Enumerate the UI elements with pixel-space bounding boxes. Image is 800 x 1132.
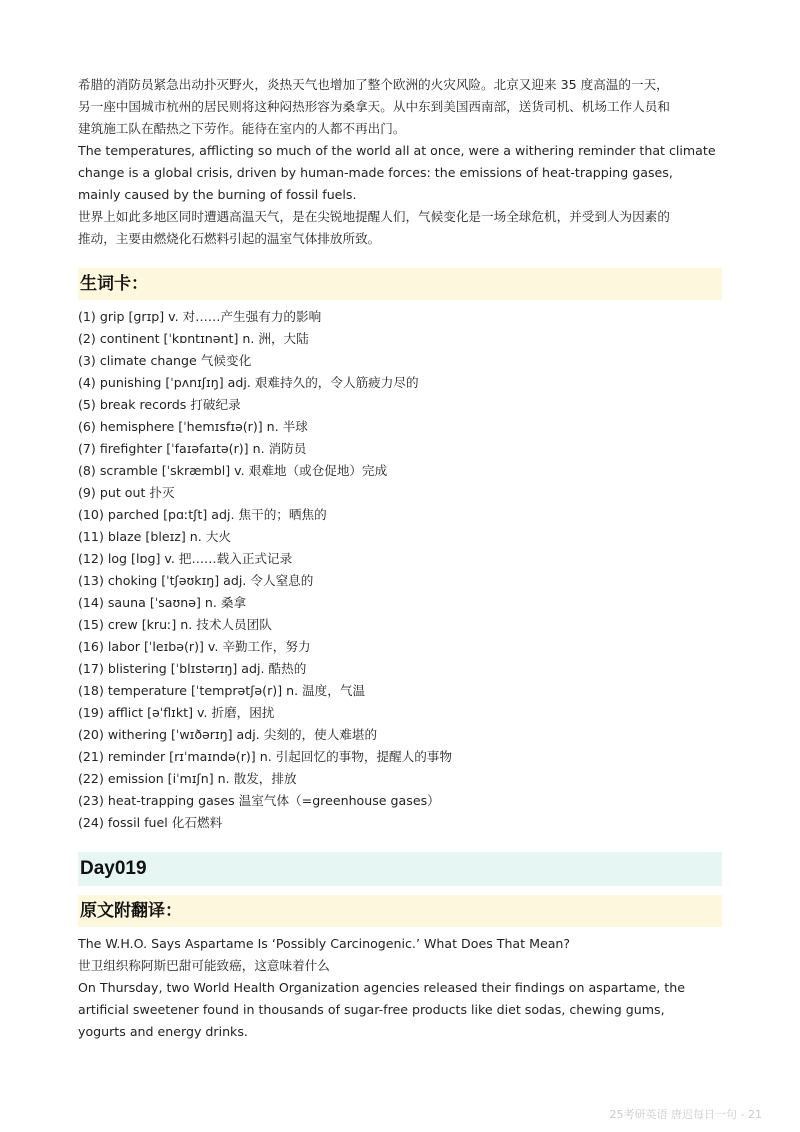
text-line: change is a global crisis, driven by human-made forces: the emissions of heat-trapping gases, [78,165,673,180]
article-title-en [78,933,722,955]
vocab-item: (11) blaze [bleɪz] n. 大火 [78,529,231,544]
text-line: 世卫组织称阿斯巴甜可能致癌，这意味着什么 [78,958,330,973]
vocab-item: (18) temperature [ˈtemprətʃə(r)] n. 温度，气温 [78,683,366,698]
paragraph-zh-2 [78,206,722,250]
text-line: The W.H.O. Says Aspartame Is ‘Possibly Carcinogenic.’ What Does That Mean? [78,936,571,951]
vocab-heading: 生词卡： [78,268,722,300]
vocab-list [78,306,722,834]
document-page [78,74,722,1043]
vocab-item: (5) break records 打破纪录 [78,397,241,412]
article-body [78,977,722,1043]
vocab-item: (3) climate change 气候变化 [78,353,252,368]
vocab-item: (22) emission [iˈmɪʃn] n. 散发，排放 [78,771,297,786]
text-line: mainly caused by the burning of fossil fuels. [78,187,357,202]
vocab-item: (19) afflict [əˈflɪkt] v. 折磨，困扰 [78,705,275,720]
text-line: 建筑施工队在酷热之下劳作。能待在室内的人都不再出门。 [78,121,406,136]
vocab-item: (20) withering [ˈwɪðərɪŋ] adj. 尖刻的，使人难堪的 [78,727,378,742]
vocab-item: (12) log [lɒɡ] v. 把……载入正式记录 [78,551,293,566]
vocab-item: (6) hemisphere [ˈhemɪsfɪə(r)] n. 半球 [78,419,308,434]
vocab-item: (4) punishing [ˈpʌnɪʃɪŋ] adj. 艰难持久的，令人筋疲力尽的 [78,375,419,390]
vocab-item: (1) grip [ɡrɪp] v. 对……产生强有力的影响 [78,309,322,324]
page-footer: 25考研英语 唐迟每日一句 - 21 [609,1108,762,1121]
original-text-heading: 原文附翻译： [78,895,722,927]
intro-text [78,74,722,250]
text-line: 希腊的消防员紧急出动扑灭野火，炎热天气也增加了整个欧洲的火灾风险。北京又迎来 35 度高温的一天， [78,77,669,92]
article [78,933,722,1043]
vocab-item: (8) scramble [ˈskræmbl] v. 艰难地（或仓促地）完成 [78,463,388,478]
day-heading: Day019 [78,852,722,886]
vocab-item: (24) fossil fuel 化石燃料 [78,815,223,830]
vocab-item: (16) labor [ˈleɪbə(r)] v. 辛勤工作，努力 [78,639,311,654]
text-line: artificial sweetener found in thousands of sugar-free products like diet sodas, chewing gums, [78,1002,665,1017]
text-line: yogurts and energy drinks. [78,1024,248,1039]
vocab-item: (21) reminder [rɪˈmaɪndə(r)] n. 引起回忆的事物，提醒人的事物 [78,749,453,764]
vocab-item: (10) parched [pɑːtʃt] adj. 焦干的；晒焦的 [78,507,327,522]
vocab-item: (7) firefighter [ˈfaɪəfaɪtə(r)] n. 消防员 [78,441,307,456]
vocab-item: (23) heat-trapping gases 温室气体（=greenhouse gases） [78,793,440,808]
text-line: On Thursday, two World Health Organization agencies released their findings on aspartame, the [78,980,685,995]
vocab-item: (2) continent [ˈkɒntɪnənt] n. 洲，大陆 [78,331,309,346]
text-line: 另一座中国城市杭州的居民则将这种闷热形容为桑拿天。从中东到美国西南部，送货司机、机场工作人员和 [78,99,670,114]
vocab-item: (17) blistering [ˈblɪstərɪŋ] adj. 酷热的 [78,661,307,676]
text-line: 世界上如此多地区同时遭遇高温天气，是在尖锐地提醒人们，气候变化是一场全球危机，并受到人为因素的 [78,209,670,224]
vocab-item: (13) choking [ˈtʃəʊkɪŋ] adj. 令人窒息的 [78,573,314,588]
paragraph-zh-1 [78,74,722,140]
paragraph-en [78,140,722,206]
text-line: 推动，主要由燃烧化石燃料引起的温室气体排放所致。 [78,231,381,246]
vocab-item: (9) put out 扑灭 [78,485,175,500]
text-line: The temperatures, afflicting so much of the world all at once, were a withering reminder that climate [78,143,716,158]
article-title-zh [78,955,722,977]
vocab-item: (14) sauna [ˈsaʊnə] n. 桑拿 [78,595,247,610]
vocab-item: (15) crew [kruː] n. 技术人员团队 [78,617,272,632]
